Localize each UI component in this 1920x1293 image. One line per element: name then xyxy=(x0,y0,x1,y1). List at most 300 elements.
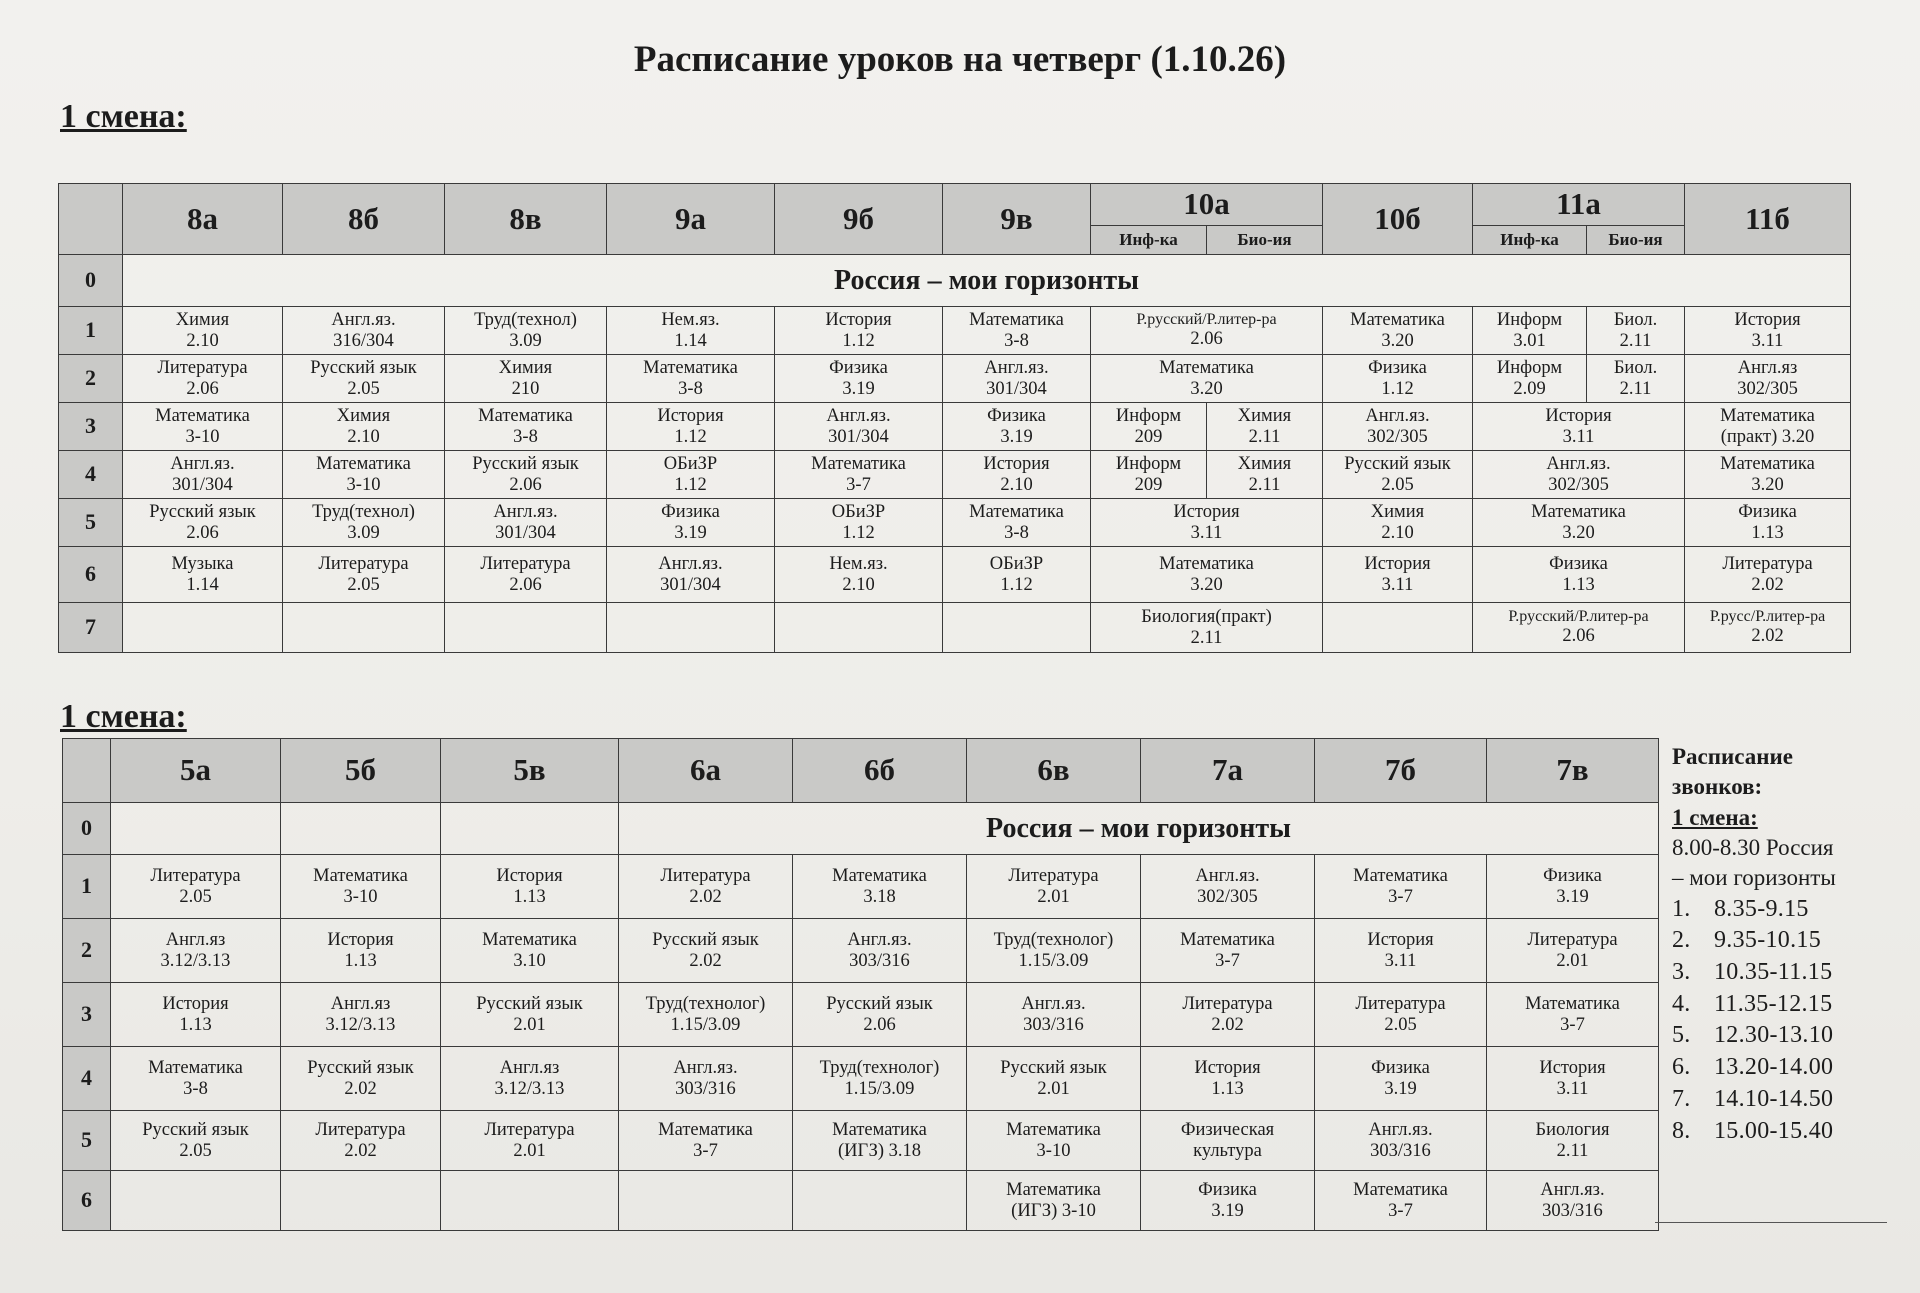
room-number: (ИГЗ) 3.18 xyxy=(837,1140,922,1161)
bell-number: 5. xyxy=(1672,1022,1691,1049)
lesson-cell xyxy=(1091,547,1323,603)
class-header: 7б xyxy=(1315,739,1487,803)
room-number: 1.12 xyxy=(842,522,875,543)
room-number: 1.13 xyxy=(1562,574,1595,595)
subject-name: Математика xyxy=(316,453,411,474)
room-number: 1.12 xyxy=(842,330,875,351)
subject-name: Информ xyxy=(1496,309,1563,330)
lesson-cell xyxy=(1207,451,1323,499)
lesson-cell xyxy=(1685,603,1851,653)
lesson-cell xyxy=(619,1111,793,1171)
subject-name: Информ xyxy=(1115,453,1182,474)
subject-name: Математика xyxy=(313,865,408,886)
subject-name: Математика xyxy=(148,1057,243,1078)
lesson-cell xyxy=(607,603,775,653)
class-header: 5а xyxy=(111,739,281,803)
subject-name: Математика xyxy=(969,309,1064,330)
room-number: 1.14 xyxy=(674,330,707,351)
room-number: 3-10 xyxy=(343,886,378,907)
room-number: 1.13 xyxy=(179,1014,212,1035)
divider-line xyxy=(1655,1222,1887,1223)
room-number: 302/305 xyxy=(1367,426,1428,447)
lesson-cell xyxy=(283,307,445,355)
lesson-cell xyxy=(793,1047,967,1111)
lesson-cell xyxy=(111,1111,281,1171)
room-number: 2.01 xyxy=(513,1140,546,1161)
lesson-cell xyxy=(1091,603,1323,653)
room-number: (ИГЗ) 3-10 xyxy=(1011,1200,1096,1221)
room-number: 2.01 xyxy=(1556,950,1589,971)
room-number: 2.09 xyxy=(1513,378,1546,399)
subject-name: Литература xyxy=(318,553,409,574)
lesson-number: 7 xyxy=(59,603,123,653)
subject-name: Англ.яз. xyxy=(1195,865,1260,886)
lesson-cell xyxy=(1587,307,1685,355)
subject-name: Математика xyxy=(1531,501,1626,522)
subject-name: Физика xyxy=(829,357,888,378)
room-number: 2.10 xyxy=(186,330,219,351)
room-number: 3-10 xyxy=(1036,1140,1071,1161)
room-number: 2.06 xyxy=(186,522,219,543)
subject-name: История xyxy=(1545,405,1612,426)
lesson-cell xyxy=(445,547,607,603)
lesson-cell xyxy=(111,855,281,919)
subgroup-header: Био-ия xyxy=(1587,226,1685,255)
subject-name: Химия xyxy=(175,309,230,330)
bell-item xyxy=(1672,925,1897,957)
room-number: 2.11 xyxy=(1248,426,1281,447)
bell-number: 1. xyxy=(1672,895,1691,922)
subject-name: Математика xyxy=(1159,553,1254,574)
room-number: 1.12 xyxy=(674,474,707,495)
bell-schedule xyxy=(1672,742,1897,1147)
room-number: 2.06 xyxy=(509,574,542,595)
subject-name: Математика xyxy=(832,1119,927,1140)
room-number: 302/305 xyxy=(1737,378,1798,399)
lesson-cell xyxy=(1315,1047,1487,1111)
lesson-cell xyxy=(445,603,607,653)
subject-name: Русский язык xyxy=(472,453,579,474)
page-title: Расписание уроков на четверг (1.10.26) xyxy=(633,39,1287,80)
class-header: 10а xyxy=(1091,184,1323,226)
lesson-row xyxy=(59,499,1851,547)
lesson-number: 3 xyxy=(59,403,123,451)
lesson-cell xyxy=(441,1171,619,1231)
subject-name: Физика xyxy=(1198,1179,1257,1200)
subject-name: История xyxy=(1539,1057,1606,1078)
subject-name: Физика xyxy=(1371,1057,1430,1078)
lesson-cell xyxy=(619,1047,793,1111)
russia-horizons-row: Россия – мои горизонты xyxy=(123,255,1851,307)
lesson-cell xyxy=(619,855,793,919)
lesson-cell xyxy=(1487,983,1659,1047)
lesson-cell xyxy=(123,499,283,547)
lesson-cell xyxy=(123,307,283,355)
lesson-cell xyxy=(1141,919,1315,983)
lesson-cell xyxy=(1315,1111,1487,1171)
subject-name: ОБиЗР xyxy=(663,453,718,474)
lesson-number: 5 xyxy=(59,499,123,547)
lesson-cell xyxy=(967,983,1141,1047)
bell-number: 7. xyxy=(1672,1085,1691,1112)
room-number: 3.11 xyxy=(1562,426,1595,447)
subject-name: Математика xyxy=(1525,993,1620,1014)
lesson-cell xyxy=(1315,983,1487,1047)
subject-name: Англ.яз. xyxy=(170,453,235,474)
lesson-cell xyxy=(607,499,775,547)
room-number: 2.02 xyxy=(344,1140,377,1161)
room-number: 3.18 xyxy=(863,886,896,907)
subject-name: Литература xyxy=(315,1119,406,1140)
subject-name: Биология xyxy=(1535,1119,1610,1140)
room-number: 1.12 xyxy=(1000,574,1033,595)
bell-list xyxy=(1672,894,1897,1147)
bell-number: 6. xyxy=(1672,1054,1691,1081)
bell-russia-line: 8.00-8.30 Россия xyxy=(1672,835,1834,861)
lesson-row xyxy=(59,603,1851,653)
room-number: 2.11 xyxy=(1248,474,1281,495)
lesson-cell xyxy=(441,1047,619,1111)
subject-name: Математика xyxy=(1180,929,1275,950)
class-header: 9в xyxy=(943,184,1091,255)
lesson-cell xyxy=(967,855,1141,919)
room-number: (практ) 3.20 xyxy=(1720,426,1815,447)
lesson-cell xyxy=(111,1171,281,1231)
subject-name: Математика xyxy=(832,865,927,886)
lesson-cell xyxy=(283,403,445,451)
subject-name: Литература xyxy=(480,553,571,574)
lesson-number: 3 xyxy=(63,983,111,1047)
subject-name: История xyxy=(825,309,892,330)
subject-name: История xyxy=(1364,553,1431,574)
room-number: 3.19 xyxy=(1211,1200,1244,1221)
lesson-cell xyxy=(111,1047,281,1111)
lesson-number: 2 xyxy=(59,355,123,403)
lesson-cell xyxy=(967,919,1141,983)
subject-name: Труд(технол) xyxy=(312,501,415,522)
room-number: 2.11 xyxy=(1619,330,1652,351)
room-number: 301/304 xyxy=(660,574,721,595)
bell-time: 11.35-12.15 xyxy=(1714,990,1833,1017)
room-number: 302/305 xyxy=(1197,886,1258,907)
lesson-cell xyxy=(1323,603,1473,653)
room-number: 2.10 xyxy=(842,574,875,595)
subgroup-header: Инф-ка xyxy=(1473,226,1587,255)
bell-item xyxy=(1672,957,1897,989)
subject-name: История xyxy=(1194,1057,1261,1078)
subject-name: Физика xyxy=(1549,553,1608,574)
schedule-table-junior xyxy=(62,738,1659,1231)
lesson-cell xyxy=(1473,603,1685,653)
class-header: 7в xyxy=(1487,739,1659,803)
lesson-cell xyxy=(281,1171,441,1231)
class-header: 7а xyxy=(1141,739,1315,803)
room-number: 2.02 xyxy=(689,886,722,907)
class-header: 10б xyxy=(1323,184,1473,255)
subject-name: Информ xyxy=(1115,405,1182,426)
subject-name: Математика xyxy=(969,501,1064,522)
room-number: 3.11 xyxy=(1751,330,1784,351)
lesson-cell xyxy=(281,855,441,919)
lesson-number: 6 xyxy=(63,1171,111,1231)
subject-name: Математика xyxy=(1006,1119,1101,1140)
subject-name: Русский язык xyxy=(149,501,256,522)
room-number: 3.12/3.13 xyxy=(160,950,231,971)
subgroup-header: Био-ия xyxy=(1207,226,1323,255)
subject-name: Химия xyxy=(1370,501,1425,522)
room-number: 2.05 xyxy=(347,378,380,399)
room-number: 2.11 xyxy=(1556,1140,1589,1161)
subject-name: Англ.яз. xyxy=(1368,1119,1433,1140)
lesson-cell xyxy=(123,451,283,499)
subject-name: Математика xyxy=(1006,1179,1101,1200)
subject-name: Химия xyxy=(1237,405,1292,426)
lesson-number: 1 xyxy=(63,855,111,919)
room-number: 209 xyxy=(1134,426,1163,447)
room-number: 1.14 xyxy=(186,574,219,595)
lesson-row xyxy=(63,1047,1659,1111)
bell-russia-line: – мои горизонты xyxy=(1672,865,1836,891)
lesson-cell xyxy=(1323,451,1473,499)
lesson-row xyxy=(63,983,1659,1047)
room-number: 3.12/3.13 xyxy=(325,1014,396,1035)
subject-name: Математика xyxy=(482,929,577,950)
subject-name: История xyxy=(496,865,563,886)
room-number: 301/304 xyxy=(495,522,556,543)
class-header: 6в xyxy=(967,739,1141,803)
lesson-cell xyxy=(607,307,775,355)
subject-name: Литература xyxy=(484,1119,575,1140)
room-number: 3-8 xyxy=(1004,522,1029,543)
subject-name: Англ.яз xyxy=(499,1057,560,1078)
class-header: 6б xyxy=(793,739,967,803)
room-number: 3-8 xyxy=(678,378,703,399)
lesson-cell xyxy=(1315,1171,1487,1231)
lesson-cell xyxy=(123,355,283,403)
lesson-cell xyxy=(1473,355,1587,403)
lesson-row xyxy=(63,855,1659,919)
subject-name: Р.русский/Р.литер-ра xyxy=(1508,608,1649,626)
lesson-cell xyxy=(1207,403,1323,451)
lesson-cell xyxy=(445,403,607,451)
subject-name: Физика xyxy=(1368,357,1427,378)
bell-item xyxy=(1672,1084,1897,1116)
subject-name: Нем.яз. xyxy=(661,309,720,330)
room-number: 2.01 xyxy=(513,1014,546,1035)
lesson-cell xyxy=(775,603,943,653)
subject-name: История xyxy=(327,929,394,950)
class-header: 5б xyxy=(281,739,441,803)
subject-name: Англ.яз. xyxy=(1365,405,1430,426)
subject-name: Англ.яз. xyxy=(331,309,396,330)
lesson-cell xyxy=(943,499,1091,547)
lesson-cell xyxy=(1091,307,1323,355)
subject-name: Русский язык xyxy=(1344,453,1451,474)
lesson-cell xyxy=(943,307,1091,355)
russia-horizons-row: Россия – мои горизонты xyxy=(619,803,1659,855)
lesson-cell xyxy=(619,1171,793,1231)
lesson-cell xyxy=(1323,307,1473,355)
lesson-cell xyxy=(1473,403,1685,451)
subject-name: Химия xyxy=(498,357,553,378)
room-number: 2.02 xyxy=(689,950,722,971)
subject-name: Англ.яз. xyxy=(1021,993,1086,1014)
lesson-cell xyxy=(1141,1111,1315,1171)
lesson-cell xyxy=(1141,1171,1315,1231)
lesson-cell xyxy=(1685,403,1851,451)
room-number: 316/304 xyxy=(333,330,394,351)
room-number: 209 xyxy=(1134,474,1163,495)
room-number: 303/316 xyxy=(849,950,910,971)
room-number: 2.05 xyxy=(179,1140,212,1161)
subgroup-header: Инф-ка xyxy=(1091,226,1207,255)
lesson-cell xyxy=(1315,855,1487,919)
room-number: 3.19 xyxy=(1000,426,1033,447)
lesson-cell xyxy=(607,547,775,603)
subject-name: Литература xyxy=(1008,865,1099,886)
lesson-cell xyxy=(283,355,445,403)
lesson-cell xyxy=(775,307,943,355)
lesson-cell xyxy=(1487,1111,1659,1171)
room-number: 3.19 xyxy=(1384,1078,1417,1099)
subject-name: Русский язык xyxy=(1000,1057,1107,1078)
lesson-row xyxy=(59,403,1851,451)
room-number: 1.13 xyxy=(344,950,377,971)
room-number: 303/316 xyxy=(675,1078,736,1099)
lesson-cell xyxy=(1141,855,1315,919)
subject-name: Литература xyxy=(157,357,248,378)
room-number: 3.01 xyxy=(1513,330,1546,351)
subject-name: Математика xyxy=(643,357,738,378)
lesson-cell xyxy=(1091,499,1323,547)
subject-name: Труд(технолог) xyxy=(993,929,1114,950)
room-number: 1.13 xyxy=(1751,522,1784,543)
subject-name: Физическая xyxy=(1180,1119,1275,1140)
subject-name: Биология(практ) xyxy=(1141,606,1272,627)
subject-name: История xyxy=(1734,309,1801,330)
room-number: 1.15/3.09 xyxy=(844,1078,915,1099)
class-header: 11б xyxy=(1685,184,1851,255)
lesson-number: 0 xyxy=(59,255,123,307)
subject-name: Англ.яз. xyxy=(1546,453,1611,474)
lesson-cell xyxy=(1685,355,1851,403)
lesson-cell xyxy=(967,1111,1141,1171)
subject-name: История xyxy=(1367,929,1434,950)
empty-cell xyxy=(111,803,281,855)
bell-schedule-heading: Расписание xyxy=(1672,744,1793,769)
lesson-cell xyxy=(1487,1047,1659,1111)
bell-number: 8. xyxy=(1672,1117,1691,1144)
room-number: 1.15/3.09 xyxy=(1018,950,1089,971)
lesson-cell xyxy=(1473,451,1685,499)
bell-item xyxy=(1672,1052,1897,1084)
lesson-cell xyxy=(1091,403,1207,451)
room-number: 3-10 xyxy=(346,474,381,495)
room-number: 2.11 xyxy=(1190,627,1223,648)
room-number: 3-7 xyxy=(1388,1200,1413,1221)
lesson-cell xyxy=(1473,307,1587,355)
room-number: 2.11 xyxy=(1619,378,1652,399)
room-number: 2.02 xyxy=(1751,626,1784,647)
lesson-cell xyxy=(1685,547,1851,603)
class-header: 6а xyxy=(619,739,793,803)
subject-name: Математика xyxy=(1159,357,1254,378)
lesson-cell xyxy=(775,355,943,403)
room-number: 3-8 xyxy=(513,426,538,447)
room-number: 3-7 xyxy=(1215,950,1240,971)
lesson-cell xyxy=(445,499,607,547)
room-number: 3-7 xyxy=(693,1140,718,1161)
room-number: 3.19 xyxy=(674,522,707,543)
lesson-cell xyxy=(111,983,281,1047)
subject-name: Математика xyxy=(1720,453,1815,474)
room-number: 1.13 xyxy=(1211,1078,1244,1099)
subject-name: Математика xyxy=(811,453,906,474)
empty-cell xyxy=(281,803,441,855)
room-number: 2.02 xyxy=(1751,574,1784,595)
subject-name: Математика xyxy=(478,405,573,426)
lesson-cell xyxy=(1473,547,1685,603)
lesson-cell xyxy=(1091,451,1207,499)
bell-item xyxy=(1672,1020,1897,1052)
room-number: 3.11 xyxy=(1381,574,1414,595)
room-number: 3.19 xyxy=(842,378,875,399)
subject-name: Литература xyxy=(150,865,241,886)
lesson-cell xyxy=(967,1171,1141,1231)
room-number: 3.20 xyxy=(1562,522,1595,543)
subject-name: ОБиЗР xyxy=(831,501,886,522)
room-number: 2.10 xyxy=(1381,522,1414,543)
room-number: 2.02 xyxy=(1211,1014,1244,1035)
lesson-cell xyxy=(943,451,1091,499)
bell-schedule-heading: звонков: xyxy=(1672,774,1763,800)
room-number: 2.06 xyxy=(863,1014,896,1035)
lesson-cell xyxy=(607,403,775,451)
lesson-cell xyxy=(441,855,619,919)
corner-cell xyxy=(63,739,111,803)
subject-name: История xyxy=(657,405,724,426)
room-number: 303/316 xyxy=(1023,1014,1084,1035)
lesson-cell xyxy=(1587,355,1685,403)
subject-name: История xyxy=(162,993,229,1014)
subject-name: Физика xyxy=(1543,865,1602,886)
subject-name: Англ.яз. xyxy=(493,501,558,522)
room-number: 3-10 xyxy=(185,426,220,447)
lesson-cell xyxy=(775,451,943,499)
corner-cell xyxy=(59,184,123,255)
subject-name: Биол. xyxy=(1613,357,1658,378)
bell-shift-label: 1 смена: xyxy=(1672,804,1758,830)
lesson-cell xyxy=(793,983,967,1047)
subject-name: Р.русский/Р.литер-ра xyxy=(1136,311,1277,329)
room-number: 3.12/3.13 xyxy=(494,1078,565,1099)
lesson-cell xyxy=(943,547,1091,603)
room-number: 2.10 xyxy=(347,426,380,447)
subject-name: Литература xyxy=(1355,993,1446,1014)
lesson-row xyxy=(63,919,1659,983)
room-number: 3-7 xyxy=(1560,1014,1585,1035)
bell-time: 9.35-10.15 xyxy=(1714,927,1821,954)
lesson-number: 1 xyxy=(59,307,123,355)
subject-name: Литература xyxy=(1182,993,1273,1014)
room-number: 3-8 xyxy=(1004,330,1029,351)
subject-name: Физика xyxy=(661,501,720,522)
bell-time: 15.00-15.40 xyxy=(1714,1117,1834,1144)
class-header: 9б xyxy=(775,184,943,255)
lesson-cell xyxy=(1487,1171,1659,1231)
room-number: 2.05 xyxy=(347,574,380,595)
schedule-table-senior xyxy=(58,183,1851,653)
